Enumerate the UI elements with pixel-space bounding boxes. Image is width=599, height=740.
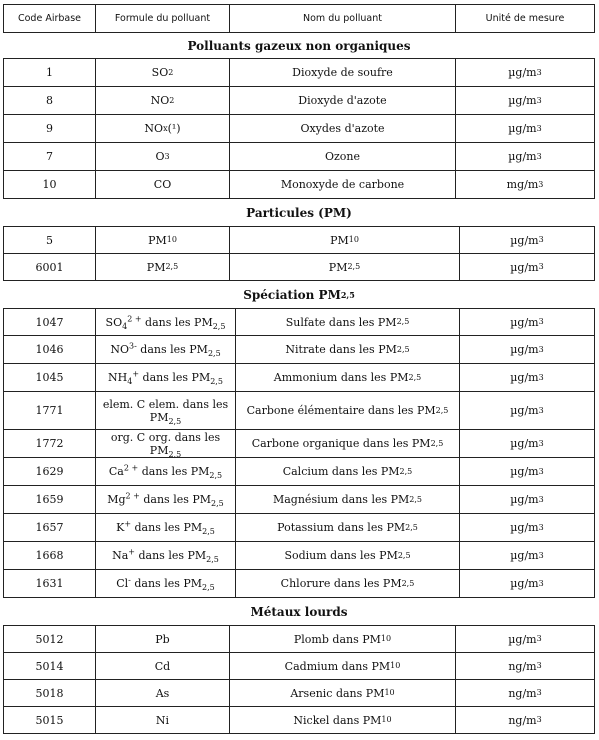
name-cell (229, 143, 455, 170)
name-cell: Chlorure dans les PM 2,5 (235, 570, 459, 597)
code-cell (3, 87, 95, 114)
name-cell (229, 59, 455, 86)
code-cell (3, 570, 95, 597)
name-value: Carbone élémentaire dans les PM (246, 404, 436, 417)
name-cell: Ammonium dans les PM 2,5 (235, 364, 459, 391)
formula-value (100, 398, 231, 424)
formula-value: As (155, 686, 170, 700)
formula-text: NO (110, 343, 129, 356)
name-cell: Magnésium dans les PM 2,5 (235, 486, 459, 513)
formula-value (116, 575, 215, 593)
unit-cell: µg/m 3 (459, 309, 595, 335)
section-label: Particules (PM) (246, 205, 352, 220)
unit-text: µg/m (510, 493, 539, 506)
unit-text: µg/m (510, 404, 539, 417)
unit-cell: µg/m 3 (455, 59, 595, 86)
code-value: 10 (42, 178, 57, 191)
formula-value (105, 313, 226, 331)
name-value: Chlorure dans les PM (280, 577, 402, 590)
table-row (3, 485, 595, 513)
unit-text: µg/m (508, 122, 537, 135)
formula-superscript: 2 + (123, 463, 139, 473)
formula-suffix: dans les PM (141, 315, 213, 329)
name-value: Ammonium dans les PM (273, 371, 409, 384)
table-row (3, 652, 595, 679)
table-header (3, 4, 595, 32)
unit-text: µg/m (510, 549, 539, 562)
table-row (3, 625, 595, 652)
code-cell (3, 626, 95, 652)
formula-suffix-subscript: 2,5 (209, 471, 223, 481)
table-row (3, 142, 595, 170)
code-cell (3, 115, 95, 142)
name-cell: Sodium dans les PM 2,5 (235, 542, 459, 569)
table-row (3, 679, 595, 706)
unit-text: µg/m (510, 437, 539, 450)
code-cell (3, 143, 95, 170)
code-value: 5018 (35, 686, 64, 700)
code-value: 6001 (35, 260, 64, 274)
code-cell (3, 364, 95, 391)
formula-subscript: 2,5 (168, 449, 182, 459)
formula-value: PM (146, 260, 166, 274)
table-row (3, 86, 595, 114)
formula-value (107, 491, 224, 509)
formula-superscript: 3- (128, 341, 137, 351)
unit-cell: mg/m 3 (455, 171, 595, 198)
formula-value (108, 369, 223, 387)
formula-text: K (116, 521, 125, 534)
formula-suffix: dans les PM (130, 577, 203, 590)
name-value: Plomb dans PM (293, 632, 381, 646)
formula-superscript: + (124, 519, 132, 529)
section-label: Spéciation PM (243, 287, 341, 302)
header-name: Nom du polluant (303, 13, 382, 24)
unit-cell: µg/m 3 (459, 392, 595, 429)
header-formula: Formule du polluant (114, 13, 211, 24)
name-cell: Carbone élémentaire dans les PM 2,5 (235, 392, 459, 429)
name-cell: Arsenic dans PM 10 (229, 680, 455, 706)
header-code: Code Airbase (17, 13, 82, 24)
formula-cell: NO 2 (95, 87, 229, 114)
code-cell (3, 309, 95, 335)
unit-cell: µg/m 3 (459, 542, 595, 569)
unit-text: ng/m (508, 686, 537, 700)
name-value: Carbone organique dans les PM (251, 437, 431, 450)
formula-text: SO (105, 315, 123, 329)
formula-cell (95, 364, 235, 391)
unit-cell: ng/m 3 (455, 680, 595, 706)
unit-cell (455, 5, 595, 32)
section-metals-row (3, 597, 595, 625)
formula-cell (95, 570, 235, 597)
code-value: 1668 (35, 549, 64, 562)
formula-text: Na (112, 549, 129, 562)
name-value: Calcium dans les PM (282, 465, 400, 478)
table-row (3, 706, 595, 734)
formula-cell: SO 2 (95, 59, 229, 86)
name-cell: Nitrate dans les PM 2,5 (235, 336, 459, 363)
code-value: 5012 (35, 632, 64, 646)
code-value: 1659 (35, 493, 64, 506)
formula-cell: NO x (¹) (95, 115, 229, 142)
formula-cell (95, 626, 229, 652)
table-row (3, 363, 595, 391)
formula-cell (95, 542, 235, 569)
unit-text: µg/m (508, 94, 537, 107)
name-value: Monoxyde de carbone (280, 178, 405, 191)
name-value: Nitrate dans les PM (285, 343, 397, 356)
code-value: 1631 (35, 577, 64, 590)
formula-cell: PM 2,5 (95, 254, 229, 280)
unit-text: µg/m (510, 577, 539, 590)
code-cell (3, 458, 95, 485)
name-cell: Nickel dans PM 10 (229, 707, 455, 733)
code-value: 1629 (35, 465, 64, 478)
formula-suffix-subscript: 2,5 (211, 499, 224, 509)
formula-text: Ca (108, 465, 124, 478)
section-particles-title (3, 199, 595, 226)
name-value: Cadmium dans PM (284, 659, 391, 673)
unit-text: µg/m (508, 632, 537, 646)
formula-value: CO (153, 178, 172, 191)
code-value: 1 (46, 66, 53, 79)
unit-cell: ng/m 3 (455, 653, 595, 679)
name-value: Ozone (324, 150, 361, 163)
code-value: 9 (46, 122, 53, 135)
formula-suffix: dans les PM (139, 493, 212, 506)
formula-suffix-subscript: 2,5 (202, 583, 215, 593)
name-value: Sodium dans les PM (284, 549, 398, 562)
unit-cell: µg/m 3 (455, 115, 595, 142)
unit-cell: µg/m 3 (459, 336, 595, 363)
table-row (3, 114, 595, 142)
formula-suffix: dans les PM (138, 465, 210, 478)
formula-cell (95, 486, 235, 513)
code-cell (3, 653, 95, 679)
name-value: Dioxyde d'azote (298, 94, 387, 107)
unit-cell: µg/m 3 (459, 458, 595, 485)
name-value: Arsenic dans PM (290, 686, 385, 700)
formula-text: elem. C elem. dans les PM (102, 397, 229, 424)
code-value: 8 (46, 94, 53, 107)
unit-cell: µg/m 3 (455, 87, 595, 114)
formula-value: O (155, 150, 165, 163)
table-row (3, 569, 595, 597)
unit-text: µg/m (510, 315, 539, 329)
table-row (3, 58, 595, 86)
section-label: Polluants gazeux non organiques (187, 38, 411, 53)
name-value: Dioxyde de soufre (292, 66, 393, 79)
formula-cell (95, 707, 229, 733)
name-cell: Sulfate dans les PM 2,5 (235, 309, 459, 335)
code-cell (3, 171, 95, 198)
formula-suffix: dans les PM (131, 521, 203, 534)
unit-cell: µg/m 3 (459, 254, 595, 280)
formula-superscript: + (132, 369, 140, 379)
formula-value: Pb (155, 632, 170, 646)
table-row (3, 513, 595, 541)
name-cell (229, 87, 455, 114)
unit-cell: µg/m 3 (459, 570, 595, 597)
name-cell: PM 10 (229, 227, 459, 253)
formula-text: Cl (116, 577, 129, 590)
formula-cell (95, 5, 229, 32)
code-cell (3, 227, 95, 253)
code-value: 1045 (35, 371, 64, 384)
code-cell (3, 486, 95, 513)
unit-cell: µg/m 3 (459, 364, 595, 391)
formula-text: NH (108, 371, 128, 384)
name-cell: Calcium dans les PM 2,5 (235, 458, 459, 485)
table-row (3, 429, 595, 457)
formula-suffix-subscript: 2,5 (210, 377, 223, 387)
formula-suffix-subscript: 2,5 (202, 527, 215, 537)
code-value: 1771 (35, 404, 64, 417)
unit-cell: µg/m 3 (455, 626, 595, 652)
name-cell: Potassium dans les PM 2,5 (235, 514, 459, 541)
name-value: Potassium dans les PM (277, 521, 406, 534)
name-value: Sulfate dans les PM (285, 315, 397, 329)
code-cell (3, 392, 95, 429)
formula-cell: O 3 (95, 143, 229, 170)
code-cell (3, 514, 95, 541)
formula-cell (95, 458, 235, 485)
formula-text: org. C org. dans les PM (110, 430, 221, 457)
formula-value (116, 519, 215, 537)
formula-cell (95, 680, 229, 706)
code-value: 1046 (35, 343, 64, 356)
unit-text: µg/m (510, 465, 539, 478)
table-row (3, 541, 595, 569)
formula-text: Mg (107, 493, 126, 506)
formula-superscript: - (128, 575, 131, 585)
table-row (3, 226, 595, 253)
formula-suffix-subscript: 2,5 (206, 555, 219, 565)
formula-cell (95, 430, 235, 457)
formula-superscript: 2 + (127, 313, 142, 323)
table-row (3, 170, 595, 198)
code-value: 7 (46, 150, 53, 163)
code-cell (3, 59, 95, 86)
formula-superscript: 2 + (125, 491, 140, 501)
unit-text: µg/m (510, 521, 539, 534)
formula-value: NO (150, 94, 170, 107)
code-cell (3, 5, 95, 32)
formula-note: (¹) (167, 122, 181, 135)
formula-cell: PM 10 (95, 227, 229, 253)
code-value: 1772 (35, 437, 64, 450)
section-speciation-title: Spéciation PM 2,5 (243, 287, 355, 302)
code-cell (3, 430, 95, 457)
table-row (3, 253, 595, 280)
name-value: Nickel dans PM (293, 713, 382, 727)
name-cell (229, 5, 455, 32)
unit-cell: ng/m 3 (455, 707, 595, 733)
unit-text: µg/m (510, 343, 539, 356)
unit-text: µg/m (508, 66, 537, 79)
unit-text: ng/m (508, 659, 537, 673)
formula-value (110, 341, 221, 359)
formula-cell (95, 514, 235, 541)
formula-subscript: 4 (127, 377, 133, 387)
section-gaseous-row (3, 32, 595, 58)
table-row (3, 391, 595, 429)
formula-superscript: + (128, 547, 135, 557)
code-value: 5014 (35, 659, 64, 673)
formula-subscript: 4 (122, 321, 128, 331)
unit-text: mg/m (506, 178, 539, 191)
unit-text: ng/m (508, 713, 537, 727)
formula-cell (95, 309, 235, 335)
unit-text: µg/m (510, 233, 539, 247)
formula-subscript: 2,5 (168, 416, 182, 426)
header-unit: Unité de mesure (485, 13, 565, 24)
section-gaseous-title (3, 33, 595, 58)
formula-cell (95, 653, 229, 679)
name-cell: Plomb dans PM 10 (229, 626, 455, 652)
formula-suffix-subscript: 2,5 (212, 321, 226, 331)
name-cell: PM 2,5 (229, 254, 459, 280)
code-cell (3, 336, 95, 363)
formula-cell (95, 171, 229, 198)
formula-suffix-subscript: 2,5 (207, 349, 221, 359)
name-value: PM (328, 260, 348, 274)
formula-value: Ni (155, 713, 170, 727)
name-cell: Cadmium dans PM 10 (229, 653, 455, 679)
unit-cell: µg/m 3 (459, 486, 595, 513)
code-cell (3, 542, 95, 569)
name-cell: Carbone organique dans les PM 2,5 (235, 430, 459, 457)
code-value: 5 (46, 233, 53, 247)
unit-text: µg/m (508, 150, 537, 163)
formula-value: PM (148, 233, 167, 247)
unit-cell: µg/m 3 (459, 227, 595, 253)
code-value: 1047 (35, 315, 64, 329)
code-cell (3, 254, 95, 280)
section-label: Métaux lourds (250, 604, 348, 619)
code-cell (3, 680, 95, 706)
code-value: 1657 (35, 521, 64, 534)
formula-suffix: dans les PM (136, 343, 208, 356)
formula-value: NO (144, 122, 164, 135)
formula-cell (95, 392, 235, 429)
formula-suffix: dans les PM (139, 371, 211, 384)
unit-text: µg/m (510, 371, 539, 384)
unit-cell: µg/m 3 (455, 143, 595, 170)
unit-cell: µg/m 3 (459, 514, 595, 541)
section-particles-row (3, 198, 595, 226)
formula-value: Cd (154, 659, 171, 673)
code-value: 5015 (35, 713, 64, 727)
name-cell (229, 115, 455, 142)
section-metals-title (3, 598, 595, 625)
code-cell (3, 707, 95, 733)
name-value: PM (330, 233, 349, 247)
name-cell (229, 171, 455, 198)
unit-cell: µg/m 3 (459, 430, 595, 457)
formula-value (112, 547, 219, 565)
name-value: Magnésium dans les PM (272, 493, 410, 506)
formula-value: SO (151, 66, 169, 79)
unit-text: µg/m (510, 260, 539, 274)
table-row (3, 335, 595, 363)
formula-cell (95, 336, 235, 363)
formula-suffix: dans les PM (135, 549, 207, 562)
table-row (3, 457, 595, 485)
formula-value (100, 431, 231, 457)
name-value: Oxydes d'azote (300, 122, 385, 135)
section-speciation-row (3, 280, 595, 308)
table-row (3, 308, 595, 335)
formula-value (108, 463, 223, 481)
